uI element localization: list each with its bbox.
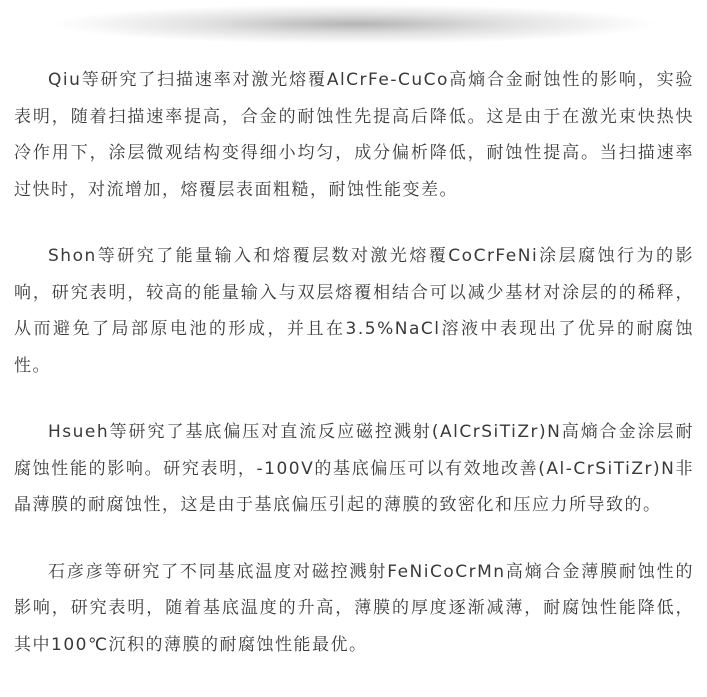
paragraph-hsueh: Hsueh等研究了基底偏压对直流反应磁控溅射(AlCrSiTiZr)N高熵合金涂层耐腐蚀性能的影响。研究表明，-100V的基底偏压可以有效地改善(Al-CrSiTiZr)N非晶薄膜的耐腐蚀性，这是由于基底偏压引起的薄膜的致密化和压应力所导致的。 [14, 422, 694, 515]
paragraph-shon: Shon等研究了能量输入和熔覆层数对激光熔覆CoCrFeNi涂层腐蚀行为的影响，研究表明，较高的能量输入与双层熔覆相结合可以减少基材对涂层的的稀释，从而避免了局部原电池的形成，并且在3.5%NaCl溶液中表现出了优异的耐腐蚀性。 [14, 246, 694, 376]
header-shadow-divider [50, 4, 660, 44]
article-body [14, 62, 694, 697]
paragraph-shi: 石彦彦等研究了不同基底温度对磁控溅射FeNiCoCrMn高熵合金薄膜耐蚀性的影响，研究表明，随着基底温度的升高，薄膜的厚度逐渐减薄，耐腐蚀性能降低，其中100℃沉积的薄膜的耐腐蚀性能最优。 [14, 561, 694, 655]
paragraph-qiu: Qiu等研究了扫描速率对激光熔覆AlCrFe-CuCo高熵合金耐蚀性的影响，实验表明，随着扫描速率提高，合金的耐蚀性先提高后降低。这是由于在激光束快热快冷作用下，涂层微观结构变得细小均匀，成分偏析降低，耐蚀性提高。当扫描速率过快时，对流增加，熔覆层表面粗糙，耐蚀性能变差。 [14, 70, 694, 200]
